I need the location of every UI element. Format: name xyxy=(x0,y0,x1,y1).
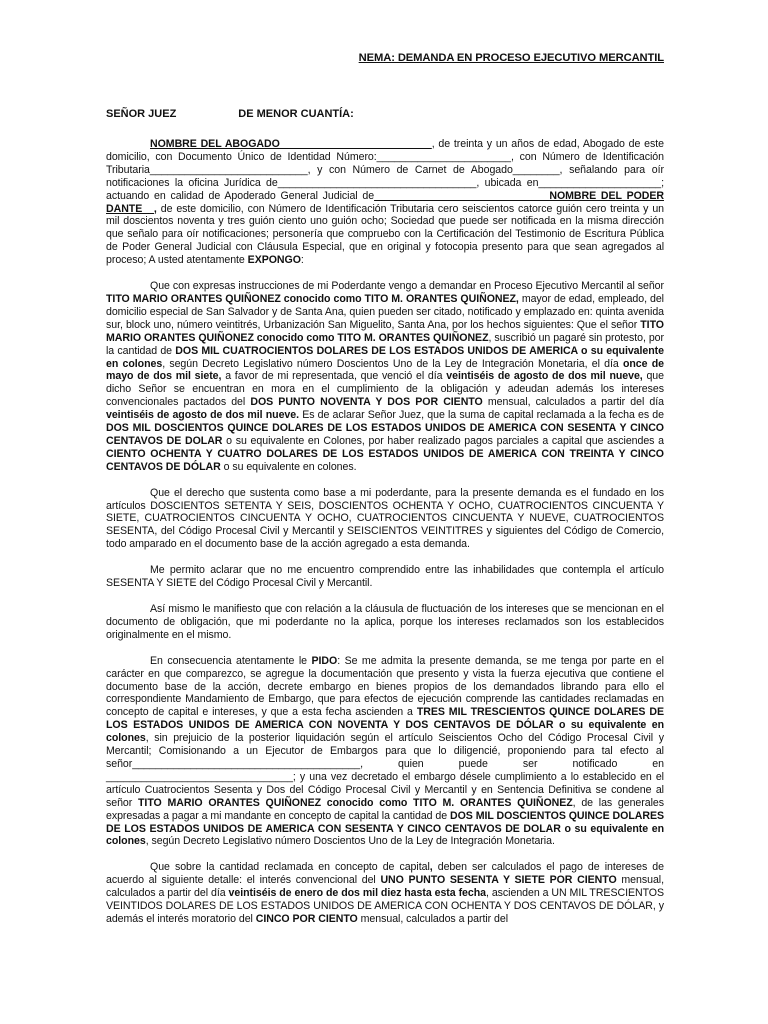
text-run: , suscribió un pagaré sin protesto, por la cantidad de xyxy=(106,331,664,357)
text-run: , de treinta y un años de edad, Abogado de este domicilio, con Documento Único de Identidad Número:_______________________, con Número de Identificación Tributaria___________________________, y con Número de Carnet de Abogado________, señalando para oír notificaciones la oficina Jurídica de__________________________________, ubicada en_____________________; actuando en calidad de Apoderado General Judicial de xyxy=(106,138,664,202)
text-run: , según Decreto Legislativo número Doscientos Uno de la Ley de Integración Monetaria, el día xyxy=(162,357,623,370)
paragraph-interest-clause xyxy=(106,603,664,642)
paragraph-petition xyxy=(106,655,664,849)
text-run: Que con expresas instrucciones de mi Poderdante vengo a demandar en Proceso Ejecutivo Mercantil al señor xyxy=(150,280,664,293)
text-run: Me permito aclarar que no me encuentro comprendido entre las inhabilidades que contempla el artículo SESENTA Y SIETE del Código Procesal Civil y Mercantil. xyxy=(106,564,664,590)
document-title: NEMA: DEMANDA EN PROCESO EJECUTIVO MERCANTIL xyxy=(358,52,664,64)
text-run: mayor de edad, empleado, del domicilio especial de San Salvador y de Santa Ana, quien pueden ser citado, notificado y emplazado en: quinta avenida sur, block uno, número veintitrés, Urbanización San Miguelito, Santa Ana, por los hechos siguientes: Que el señor xyxy=(106,292,664,331)
bold-run: DOS MIL CUATROCIENTOS DOLARES DE LOS ESTADOS UNIDOS DE AMERICA o su equivalente en colones xyxy=(106,344,664,370)
text-run: o su equivalente en Colones, por haber realizado pagos parciales a capital que asciendes a xyxy=(222,434,665,447)
paragraph-legal-basis xyxy=(106,487,664,552)
bold-run: TITO MARIO ORANTES QUIÑONEZ conocido como TITO M. ORANTES QUIÑONEZ, xyxy=(106,292,519,305)
bold-run: veintiséis de agosto de dos mil nueve, xyxy=(446,370,643,383)
text-run: En consecuencia atentamente le xyxy=(150,654,312,667)
text-run: , de las generales expresadas a pagar a mi mandante en concepto de capital la cantidad de xyxy=(106,796,664,822)
text-run: Es de aclarar Señor Juez, que la suma de capital reclamada a la fecha es de xyxy=(299,409,664,422)
bold-run: DOS MIL DOSCIENTOS QUINCE DOLARES DE LOS ESTADOS UNIDOS DE AMERICA CON SESENTA Y CINCO CENTAVOS DE DOLAR o su equivalente en colones xyxy=(106,809,664,848)
bold-run: veintiséis de enero de dos mil diez hasta esta fecha xyxy=(228,887,486,900)
text-run: o su equivalente en colones. xyxy=(220,460,357,473)
bold-run: PIDO xyxy=(311,654,338,667)
text-run: Que sobre la cantidad reclamada en concepto de capital xyxy=(150,861,430,874)
text-run: : xyxy=(300,254,304,267)
text-run: , sin prejuicio de la posterior liquidación según el artículo Seiscientos Ocho del Código Procesal Civil y Mercantil; Comisionando a un Ejecutor de Embargos para que lo diligencié, proponiendo para tal efecto al señor_______________________________________, quien puede ser notificado en ________________________________; y una vez decretado el embargo désele cumplimiento a lo establecido en el artículo Cuatrocientos Sesenta y Dos del Código Procesal Civil y Mercantil y en Sentencia Definitiva se condene al señor xyxy=(106,732,664,809)
bold-run: TRES MIL TRESCIENTOS QUINCE DOLARES DE LOS ESTADOS UNIDOS DE AMERICA CON NOVENTA Y DOS CENTAVOS DE DÓLAR o su equivalente en colones xyxy=(106,706,664,745)
bold-run: TITO MARIO ORANTES QUIÑONEZ conocido como TITO M. ORANTES QUIÑONEZ xyxy=(106,318,664,344)
bold-run: DOS MIL DOSCIENTOS QUINCE DOLARES DE LOS ESTADOS UNIDOS DE AMERICA CON SESENTA Y CINCO CENTAVOS DE DOLAR xyxy=(106,422,664,447)
text-run: deben ser calculados el pago de intereses de acuerdo al siguiente detalle: el interés convencional del xyxy=(106,861,664,887)
text-run: que dicho Señor se encuentran en mora en el cumplimiento de la obligación y adeudan además los intereses convencionales pactados del xyxy=(106,370,664,409)
bold-run: once de mayo de dos mil siete, xyxy=(106,357,664,383)
text-run: , según Decreto Legislativo número Doscientos Uno de la Ley de Integración Monetaria. xyxy=(145,835,555,848)
paragraph-appearance xyxy=(106,138,664,267)
text-run: mensual, calculados a partir del xyxy=(357,912,509,925)
text-run: Así mismo le manifiesto que con relación a la cláusula de fluctuación de los intereses que se mencionan en el documento de obligación, que mi poderdante no la aplica, porque los intereses reclamados son los establecidos originalmente en el mismo. xyxy=(106,603,664,641)
paragraph-disqualifications xyxy=(106,564,664,590)
bold-run: veintiséis de agosto de dos mil nueve. xyxy=(106,409,300,422)
bold-run: DOS PUNTO NOVENTA Y DOS POR CIENTO xyxy=(250,396,483,409)
bold-run: EXPONGO xyxy=(247,254,301,267)
text-run: : Se me admita la presente demanda, se me tenga por parte en el carácter en que comparezco, se agregue la documentación que presento y vista la fuerza ejecutiva que contiene el documento base de la acción, decrete embargo en bienes propios de los demandados librando para ello el correspondiente Mandamiento de Embargo, que para efectos de ejecución comprende las cantidades reclamadas en concepto de capital e intereses, y que a esta fecha ascienden a xyxy=(106,654,664,719)
text-run: mensual, calculados a partir del día xyxy=(106,874,664,900)
bold-run: CINCO POR CIENTO xyxy=(255,912,358,925)
bold-run: CIENTO OCHENTA Y CUATRO DOLARES DE LOS ESTADOS UNIDOS DE AMERICA CON TREINTA Y CINCO CENTAVOS DE DÓLAR xyxy=(106,447,664,473)
paragraph-interest-detail xyxy=(106,861,664,926)
bold-run: ______________________________NOMBRE DEL PODER DANTE__, xyxy=(106,189,664,215)
text-run: de este domicilio, con Número de Identificación Tributaria cero seiscientos catorce guión cero treinta y un mil doscientos noventa y tres guión ciento uno guión ocho; Sociedad que puede ser notificada en la misma dirección que señalo para oír notificaciones; personería que compruebo con la Certificación del Testimonio de Escritura Pública de Poder General Judicial con Cláusula Especial, que en original y fotocopia presento para que sean agregados al proceso; A usted atentamente xyxy=(106,202,664,267)
text-run: a favor de mi representada, que venció el día xyxy=(221,370,447,383)
bold-run: , xyxy=(429,861,433,874)
bold-run: UNO PUNTO SESENTA Y SIETE POR CIENTO xyxy=(380,874,617,887)
salutation xyxy=(106,108,664,120)
salutation-addressee: SEÑOR JUEZ xyxy=(106,108,177,120)
paragraph-facts xyxy=(106,280,664,474)
bold-run: NOMBRE DEL ABOGADO__________________________ xyxy=(150,138,432,150)
text-run: Que el derecho que sustenta como base a mi poderdante, para la presente demanda es el fundado en los artículos DOSCIENTOS SETENTA Y SEIS, DOSCIENTOS OCHENTA Y OCHO, CUATROCIENTOS CINCUENTA Y SIETE, CUATROCIENTOS CINCUENTA Y OCHO, CUATROCIENTOS CINCUENTA Y NUEVE, CUATROCIENTOS SESENTA, del Código Procesal Civil y Mercantil y SEISCIENTOS VEINTITRES y siguientes del Código de Comercio, todo amparado en el documento base de la acción agregado a esta demanda. xyxy=(106,486,664,551)
text-run: mensual, calculados a partir del día xyxy=(482,396,664,409)
text-run: , ascienden a UN MIL TRESCIENTOS VEINTIDOS DOLARES DE LOS ESTADOS UNIDOS DE AMERICA CON OCHENTA Y DOS CENTAVOS DE DÓLAR, y además el interés moratorio del xyxy=(106,887,665,925)
salutation-court: DE MENOR CUANTÍA: xyxy=(238,108,354,120)
bold-run: TITO MARIO ORANTES QUIÑONEZ conocido como TITO M. ORANTES QUIÑONEZ xyxy=(138,796,573,809)
